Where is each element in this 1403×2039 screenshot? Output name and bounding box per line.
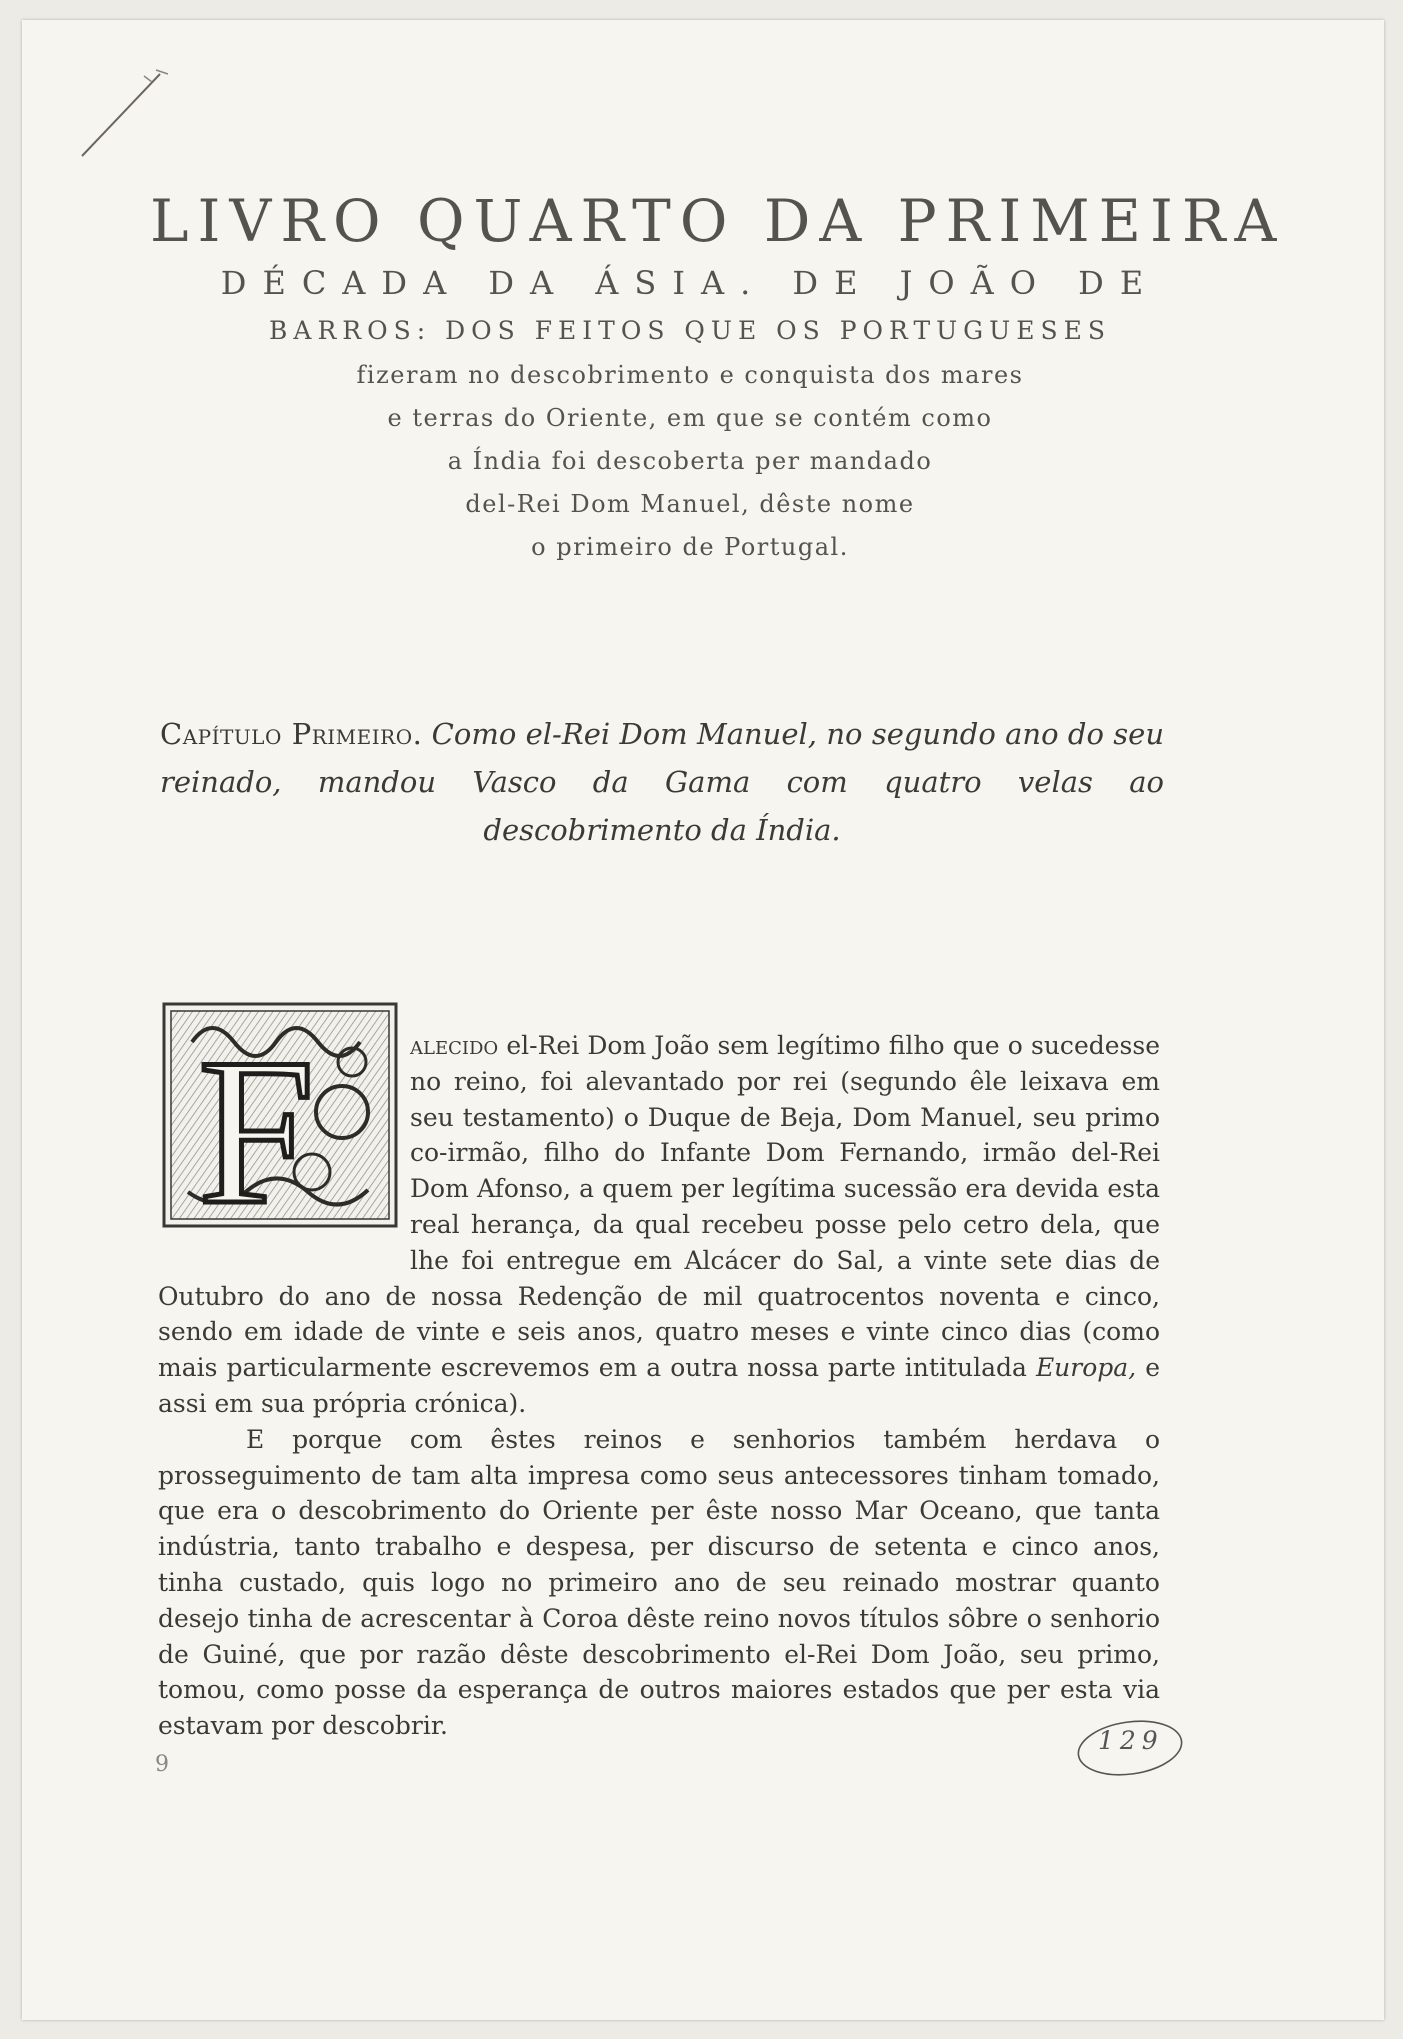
title-line-2: DÉCADA DA ÁSIA. DE JOÃO DE [220, 264, 1160, 302]
chapter-heading [160, 710, 1164, 854]
drop-cap-letter: F [198, 1016, 315, 1230]
drop-cap-space [158, 1028, 410, 1276]
title-subline: e terras do Oriente, em que se contém como [387, 404, 993, 432]
paragraph-1-text: el-Rei Dom João sem legítimo filho que o sucedesse no reino, foi alevantado por rei (segundo êle leixava em seu testamento) o Duque de Beja, Dom Manuel, seu primo co-irmão, filho do Infante Dom Fernando, irmão del-Rei Dom Afonso, a quem per legítima sucessão era devida esta real herança, da qual recebeu posse pelo cetro dela, que lhe foi entregue em Alcácer do Sal, a vinte sete dias de Outubro do ano de nossa Redenção de mil quatrocentos noventa e cinco, sendo em idade de vinte e seis anos, quatro meses e vinte cinco dias (como mais particularmente escrevemos em a outra nossa parte intitulada [158, 1031, 1160, 1383]
title-subline: o primeiro de Portugal. [531, 533, 849, 561]
signature-mark: 9 [155, 1752, 169, 1777]
title-subline: a Índia foi descoberta per mandado [447, 447, 933, 475]
body-text [158, 1028, 1160, 1744]
italic-title: Europa, [1035, 1353, 1137, 1383]
chapter-label: Capítulo Primeiro. [160, 717, 423, 751]
title-line-1: LIVRO QUARTO DA PRIMEIRA [150, 187, 1286, 255]
page-number: 129 [1098, 1726, 1164, 1755]
title-line-3: BARROS: DOS FEITOS QUE OS PORTUGUESES [269, 316, 1111, 345]
title-subline: fizeram no descobrimento e conquista dos mares [356, 361, 1024, 389]
chapter-title: Como el-Rei Dom Manuel, no segundo ano do seu reinado, mandou Vasco da Gama com quatro velas ao descobrimento da Índia. [160, 717, 1164, 847]
first-word: alecido [410, 1031, 499, 1060]
pencil-mark [72, 64, 182, 164]
title-block [150, 184, 1286, 569]
title-subline: del-Rei Dom Manuel, dêste nome [465, 490, 915, 518]
paragraph-1-end: e assi em sua própria crónica). [158, 1353, 1160, 1418]
paragraph-2: E porque com êstes reinos e senhorios também herdava o prosseguimento de tam alta impresa como seus antecessores tinham tomado, que era o descobrimento do Oriente per êste nosso Mar Oceano, que tanta indústria, tanto trabalho e despesa, per discurso de setenta e cinco anos, tinha custado, quis logo no primeiro ano de seu reinado mostrar quanto desejo tinha de acrescentar à Coroa dêste reino novos títulos sôbre o senhorio de Guiné, que por razão dêste descobrimento el-Rei Dom João, seu primo, tomou, como posse da esperança de outros maiores estados que per esta via estavam por descobrir. [158, 1424, 1160, 1741]
paragraph-1 [158, 1028, 1160, 1422]
